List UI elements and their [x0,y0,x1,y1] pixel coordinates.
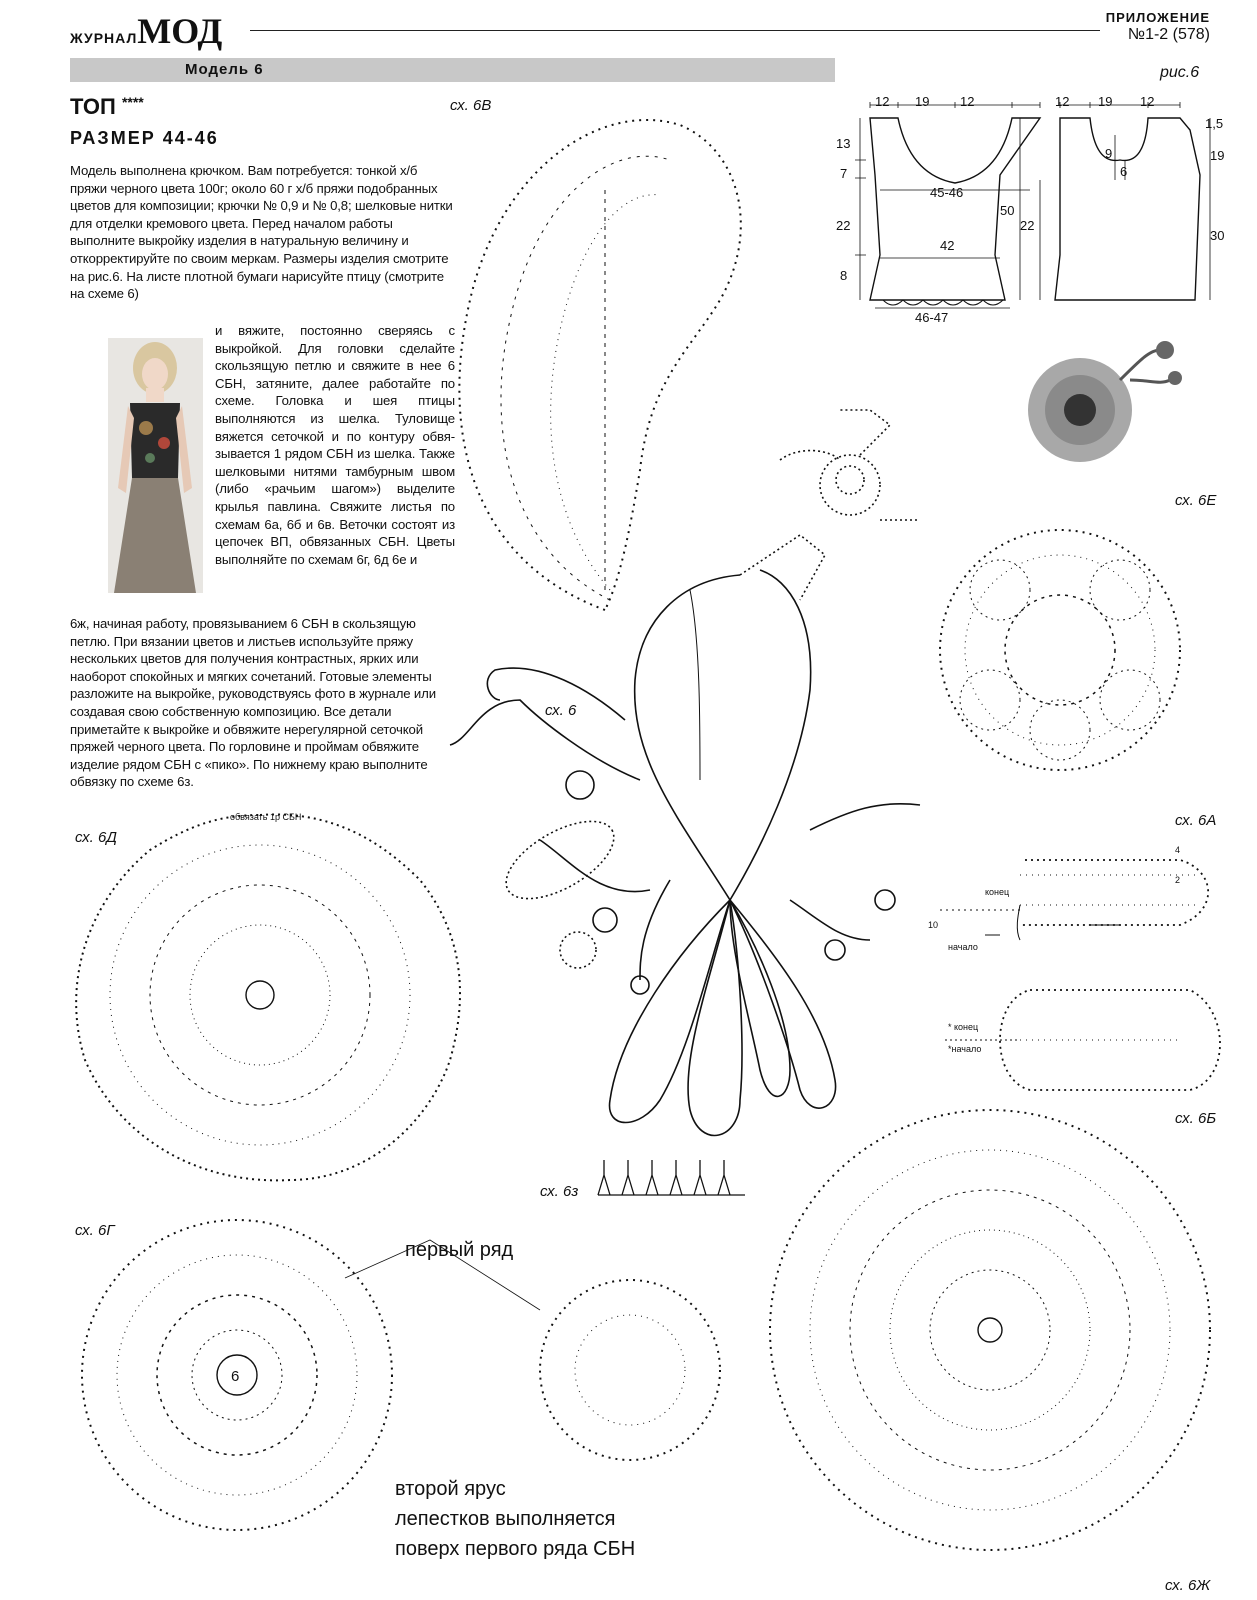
front-inner-1: 45-46 [930,185,964,200]
label-scheme-6g: сх. 6Г [75,1222,115,1239]
label-first-row: первый ряд [405,1239,514,1261]
front-top-1: 12 [875,94,890,109]
label-nachalo: начало [948,942,978,952]
back-right-1: 1,5 [1205,116,1224,131]
instructions-paragraph-2: и вяжите, постоянно сверяясь с выкройкой. Для головки сделайте скользящую петлю и свяжите в нее 6 СБН, затяните, далее работайте по схеме. Головка и шея птицы выполняются из шелка. Туловище вяжется сеточкой и по контуру обвя-зывается 1 рядом СБН из шелка. Также шелковыми нитями тамбурным швом (либо «рачьим шагом») выделите крылья павлина. Свяжите листья по схемам 6а, 6б и 6в. Веточки состоят из цепочек ВП, обвязанных СБН. Цветы выполняйте по схемам 6г, 6д 6е и [215,323,455,567]
scheme-6a-leaf [940,860,1208,940]
model-band-label: Модель 6 [185,61,264,78]
back-left: 22 [1020,218,1035,233]
scheme-6e-flower [940,530,1180,770]
scheme-6g-flower [82,1220,540,1530]
figure-label: рис.6 [1160,64,1200,81]
label-konets: конец [985,887,1010,897]
title-text: ТОП [70,94,116,119]
label-scheme-6b: сх. 6Б [1175,1110,1217,1127]
front-right: 50 [1000,203,1015,218]
magazine-logo-small: ЖУРНАЛ [70,30,138,46]
pattern-front-labels [836,94,1014,325]
scheme-6zh-flower [770,1110,1210,1550]
front-left-4: 8 [840,268,848,283]
scheme-6z-edging [598,1160,745,1195]
label-second-tier-1: второй ярус [395,1478,506,1500]
label-second-tier-2: лепестков выполняется [395,1508,616,1530]
scheme-6b-leaf [945,990,1220,1090]
back-top-2: 19 [1098,94,1113,109]
label-scheme-6zh: сх. 6Ж [1165,1577,1211,1594]
back-right-3: 30 [1210,228,1225,243]
label-scheme-6d: сх. 6Д [75,829,117,846]
magazine-logo-big: МОД [137,11,223,51]
header-rule [250,30,1100,31]
label-scheme-6z: сх. 6з [540,1183,579,1200]
label-scheme-6v: сх. 6В [450,97,492,114]
issue-number: №1-2 (578) [1127,26,1210,43]
model-photo [108,338,203,593]
row-4: 4 [1175,845,1181,855]
back-inner-1: 9 [1105,146,1113,161]
scheme-6g-petals [540,1280,720,1460]
article-title [70,94,144,120]
label-scheme-6e: сх. 6Е [1175,492,1217,509]
front-left-3: 22 [836,218,851,233]
front-top-2: 19 [915,94,930,109]
label-nachalo-star: *начало [948,1044,982,1054]
front-left-2: 7 [840,166,848,181]
magazine-logo [70,10,222,52]
label-scheme-6: сх. 6 [545,702,577,719]
front-top-3: 12 [960,94,975,109]
pattern-front [855,102,1040,308]
label-second-tier-3: поверх первого ряда СБН [395,1538,636,1560]
label-scheme-6a: сх. 6А [1175,812,1217,829]
center-number: 6 [231,1368,240,1385]
back-top-1: 12 [1055,94,1070,109]
instructions-paragraph-1: Модель выполнена крючком. Вам потребуется: тонкой х/б пряжи черного цвета 100г; около 60 г х/б пряжи подобранных цветов для композиции; крючки № 0,9 и № 0,8; шелковые нитки для отделки кремового цвета. Перед началом работы выполните выкройку изделия в натуральную величину и откорректируйте по своим меркам. Размеры изделия смотрите на рис.6. На листе плотной бумаги нарисуйте птицу (смотрите на схеме 6) [70,163,453,302]
supplement-label: ПРИЛОЖЕНИЕ [1105,10,1210,25]
model-band [70,58,835,82]
difficulty-stars: **** [121,94,144,110]
scheme-6-bird [450,410,920,1135]
pattern-back [1040,102,1210,300]
label-konets-star: * конец [948,1022,979,1032]
scheme-6d-flower [76,814,460,1180]
back-right-2: 19 [1210,148,1225,163]
back-inner-2: 6 [1120,164,1128,179]
front-left-1: 13 [836,136,851,151]
pattern-back-labels [1020,94,1224,243]
scheme-6v-leaf [459,120,740,610]
row-2: 2 [1175,875,1181,885]
front-inner-3: 46-47 [915,310,949,325]
size-line: РАЗМЕР 44-46 [70,128,219,148]
instructions-paragraph-3: 6ж, начиная работу, провязыванием 6 СБН в скользящую петлю. При вязании цветов и листьев используйте пряжу нескольких цветов для получения контрастных, ярких или наоборот спокойных и мягких сочетаний. Готовые элементы разложите на выкройке, руководствуясь фото в журнале или создавая свою собственную композицию. Все детали приметайте к выкройке и обвяжите нерегулярной сеточкой пряжей черного цвета. По горловине и проймам обвяжите изделие рядом СБН с «пико». По нижнему краю выполните обвязку по схеме 6з. [70,616,436,790]
label-obvyazat: обвязать 1р СБН [230,812,302,822]
row-10: 10 [928,920,939,930]
flower-photo [1028,341,1182,462]
back-top-3: 12 [1140,94,1155,109]
front-inner-2: 42 [940,238,955,253]
